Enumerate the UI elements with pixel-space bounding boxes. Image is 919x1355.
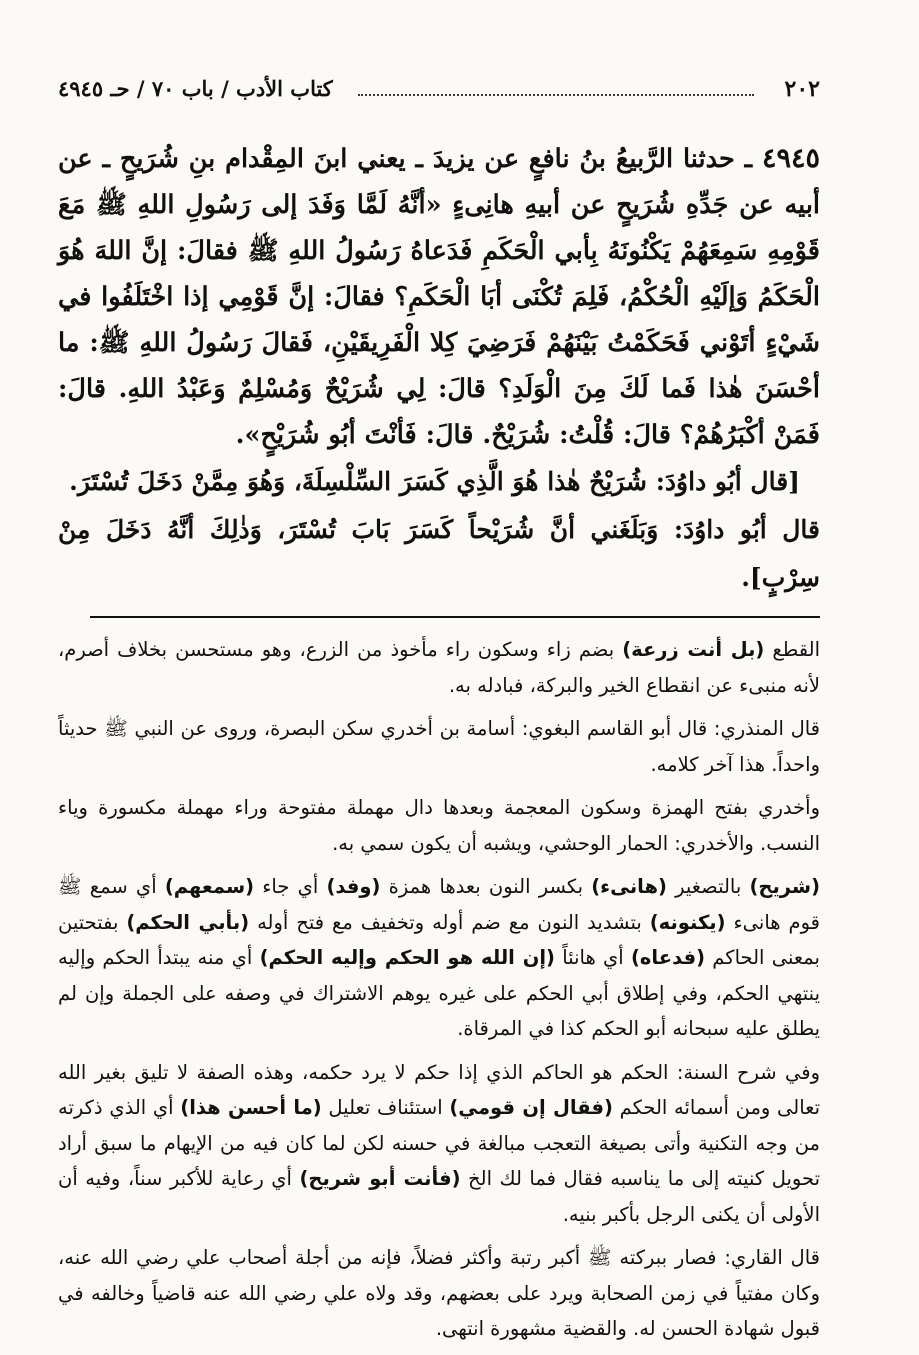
commentary-text: استئناف تعليل <box>321 1096 450 1119</box>
commentary-notes <box>58 632 820 1347</box>
commentary-text: القطع <box>764 638 821 661</box>
page-number: ٢٠٢ <box>784 76 820 102</box>
quoted-term: (إن الله هو الحكم وإليه الحكم) <box>259 946 555 969</box>
quoted-term: (وفد) <box>326 875 381 898</box>
commentary-paragraph <box>58 869 820 1047</box>
quoted-term: (فأنت أبو شريح) <box>299 1167 461 1190</box>
commentary-text: بضم زاء وسكون راء مأخوذ من الزرع، وهو مستحسن بخلاف أصرم، لأنه منبىء عن انقطاع الخير والبركة، فبادله به. <box>58 638 820 697</box>
commentary-text: وأخدري بفتح الهمزة وسكون المعجمة وبعدها دال مهملة مفتوحة وراء مهملة مكسورة وياء النسب. والأخدري: الحمار الوحشي، ويشبه أن يكون سمي به. <box>58 796 820 855</box>
footnote-divider <box>90 616 820 618</box>
commentary-text: وفي شرح السنة: الحكم هو الحاكم الذي إذا حكم لا يرد حكمه، وهذه الصفة لا تليق بغير الله تعالى ومن أسمائه الحكم <box>58 1060 820 1119</box>
commentary-paragraph <box>58 790 820 861</box>
hadith-paragraph <box>58 136 820 458</box>
commentary-text: أي سمع ﷺ قوم هانىء <box>58 875 821 934</box>
hadith-number: ٤٩٤٥ <box>761 143 820 174</box>
quoted-term: (يكنونه) <box>649 910 726 934</box>
hadith-text <box>58 136 820 602</box>
commentary-text: بتشديد النون مع ضم أوله وتخفيف مع فتح أوله <box>249 910 650 934</box>
quoted-term: (بأبي الحكم) <box>126 910 250 934</box>
commentary-text: أي هانئاً <box>554 946 631 969</box>
commentary-paragraph <box>58 711 820 782</box>
quoted-term: (شريح) <box>749 875 820 898</box>
quoted-term: (ما أحسن هذا) <box>180 1096 322 1119</box>
commentary-paragraph <box>58 1240 820 1347</box>
quoted-term: (بل أنت زرعة) <box>622 638 765 661</box>
quoted-term: (فقال إن قومي) <box>449 1096 613 1119</box>
commentary-text: أي جاء <box>254 875 327 898</box>
document-page <box>58 72 820 1355</box>
commentary-paragraph <box>58 1055 820 1233</box>
commentary-text: بالتصغير <box>666 875 750 898</box>
page-header <box>58 72 820 106</box>
abu-dawud-comment-2: قال أبُو داوُدَ: وَبَلَغَني أنَّ شُرَيْحاً كَسَرَ بَابَ تُسْتَرَ، وَذٰلِكَ أنَّهُ دَخَلَ مِنْ سِرْبٍ]. <box>58 515 820 592</box>
commentary-text: بفتحتين بمعنى الحاكم <box>58 910 820 969</box>
commentary-paragraph <box>58 632 820 703</box>
commentary-text: أي رعاية للأكبر سناً، وفيه أن الأولى أن يكنى الرجل بأكبر بنيه. <box>58 1167 820 1226</box>
quoted-term: (سمعهم) <box>164 875 255 898</box>
header-dotted-leader <box>358 94 754 96</box>
abu-dawud-comment-1: [قال أبُو داوُدَ: شُرَيْحٌ هٰذا هُوَ الَّذِي كَسَرَ السِّلْسِلَةَ، وَهُوَ مِمَّنْ دَخَلَ تُسْتَرَ. <box>69 467 800 496</box>
hadith-body: ـ حدثنا الرَّبيعُ بنُ نافعٍ عن يزيدَ ـ يعني ابنَ المِقْدام بنِ شُرَيحٍ ـ عن أبيه عن جَدِّهِ شُرَيحٍ عن أبيهِ هانِىءٍ «أنَّهُ لَمَّا وَفَدَ إلى رَسُولِ اللهِ ﷺ مَعَ قَوْمِهِ سَمِعَهُمْ يَكْنُونَهُ بِأبي الْحَكَمِ فَدَعاهُ رَسُولُ اللهِ ﷺ فقالَ: إنَّ اللهَ هُوَ الْحَكَمُ وَإلَيْهِ الْحُكْمُ، فَلِمَ تُكْنَى أبَا الْحَكَمِ؟ فقالَ: إنَّ قَوْمِي إذا اخْتَلَفُوا في شَيْءٍ أتَوْني فَحَكَمْتُ بَيْنَهُمْ فَرَضِيَ كِلا الْفَرِيقَيْنِ، فَقالَ رَسُولُ اللهِ ﷺ: ما أحْسَنَ هٰذا فَما لَكَ مِنَ الْوَلَدِ؟ قالَ: لِي شُرَيْحٌ وَمُسْلِمٌ وَعَبْدُ اللهِ. قالَ: فَمَنْ أكْبَرُهُمْ؟ قالَ: قُلْتُ: شُرَيْحٌ. قالَ: فَأنْتَ أبُو شُرَيْحٍ». <box>58 144 820 450</box>
running-title: كتاب الأدب / باب ٧٠ / حـ ٤٩٤٥ <box>58 76 333 101</box>
commentary-text: قال المنذري: قال أبو القاسم البغوي: أسامة بن أخدري سكن البصرة، وروى عن النبي ﷺ حديثاً واحداً. هذا آخر كلامه. <box>58 717 820 776</box>
quoted-term: (فدعاه) <box>631 946 706 969</box>
commentary-text: أي منه يبتدأ الحكم وإليه ينتهي الحكم، وفي إطلاق أبي الحكم على غيره يوهم الاشتراك في وصفه على الجملة وإن لم يطلق عليه سبحانه أبو الحكم كذا في المرقاة. <box>58 946 820 1040</box>
commentary-text: بكسر النون بعدها همزة <box>380 875 592 898</box>
commentary-text: أي الذي ذكرته من وجه التكنية وأتى بصيغة التعجب مبالغة في حسنه لكن لما كان فيه من الإيهام ما سبق أراد تحويل كنيته إلى ما يناسبه فقال فما لك الخ <box>58 1096 820 1190</box>
quoted-term: (هانىء) <box>591 875 667 898</box>
commentary-text: قال القاري: فصار ببركته ﷺ أكبر رتبة وأكثر فضلاً، فإنه من أجلة أصحاب علي رضي الله عنه، وكان مفتياً في زمن الصحابة ويرد على بعضهم، وقد ولاه علي رضي الله عنه قاضياً وخالفه في قبول شهادة الحسن له. والقضية مشهورة انتهى. <box>58 1246 820 1340</box>
